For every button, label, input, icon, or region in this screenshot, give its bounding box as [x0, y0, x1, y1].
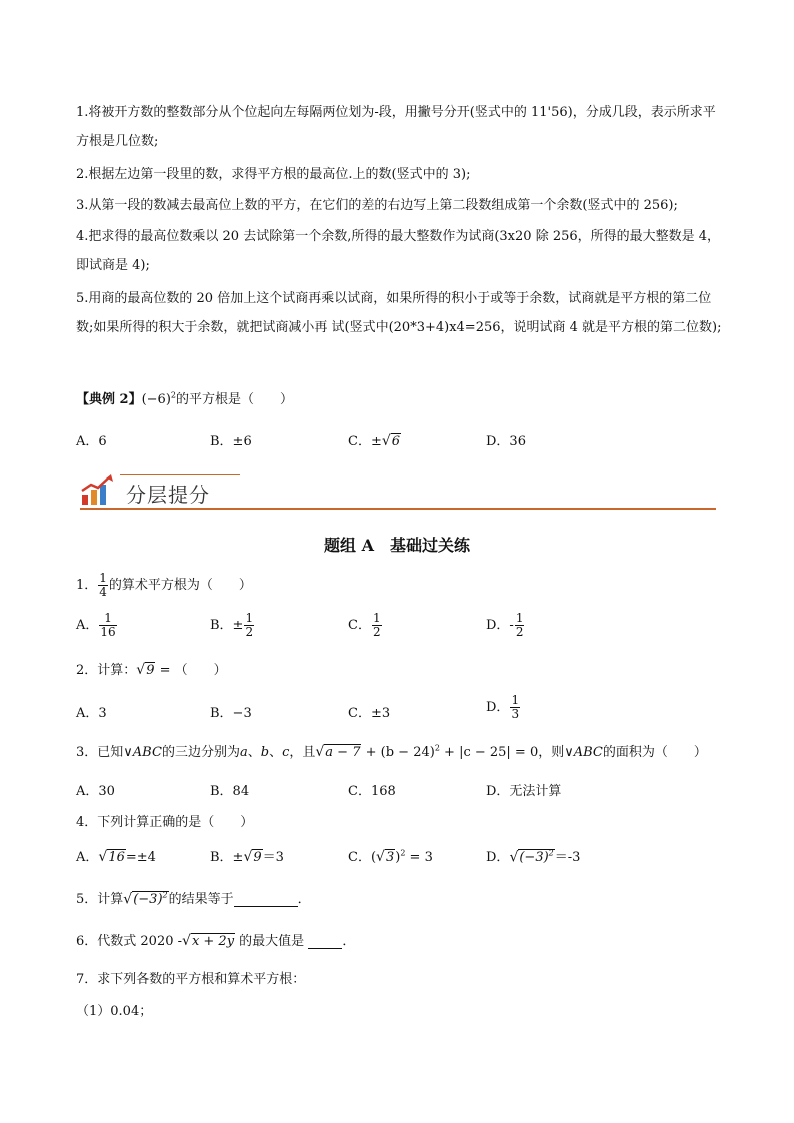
- sqrt-symbol: $√(-3)^2$: [123, 890, 168, 907]
- q2-option-d: D． $\frac{1}{3}$: [486, 693, 520, 721]
- step-5: 5.用商的最高位数的 20 倍加上这个试商再乘以试商，如果所得的积小于或等于余数，试商就是平方根的第二位数;如果所得的积大于余数，就把试商减小再 试(竖式中(20*3+4)x4=256，说明试商 4 就是平方根的第二位数);: [76, 291, 722, 335]
- q1-option-b: B．± $\frac{1}{2}$: [210, 611, 254, 639]
- fraction: $\frac{1}{4}$: [99, 571, 107, 599]
- question-4: 4．下列计算正确的是（ ）: [76, 815, 254, 830]
- example-option-b: B．±6: [210, 434, 252, 449]
- q1-option-a: A． $\frac{1}{16}$: [76, 611, 116, 639]
- q2-option-b: B．−3: [210, 706, 252, 721]
- step-1: 1.将被开方数的整数部分从个位起向左每隔两位划为-段，用撇号分开(竖式中的 11'56)，分成几段，表示所求平方根是几位数;: [76, 105, 716, 149]
- question-3: 3．已知∨ABC的三边分别为a、b、c，且$√a - 7 + (b - 24)^2 + |c - 25| = 0$，则∨ABC的面积为（ ）: [76, 743, 707, 760]
- example-option-c: [348, 430, 401, 449]
- answer-blank[interactable]: [234, 892, 298, 907]
- question-1: [76, 572, 252, 599]
- example-option-d: D．36: [486, 434, 526, 449]
- q4-option-c: C．$(√3)^2 = 3$: [348, 848, 433, 865]
- banner-top-rule: [120, 474, 240, 475]
- q4-option-d: D．$√(-3)^2=-3$: [486, 848, 581, 865]
- question-2: 2．计算：√9 = （ ）: [76, 662, 227, 678]
- group-title: 题组 A 基础过关练: [324, 536, 470, 555]
- banner-title: 分层提分: [126, 483, 210, 507]
- question-5: 5．计算$√(-3)^2$的结果等于 ．: [76, 890, 311, 907]
- sqrt-symbol: √x + 2y: [182, 933, 235, 949]
- q1-option-d: D．- $\frac{1}{2}$: [486, 611, 524, 639]
- q2-option-c: C．±3: [348, 706, 391, 721]
- sqrt-symbol: √9: [136, 662, 155, 678]
- q3-option-a: A．30: [76, 784, 115, 799]
- sqrt-symbol: √6: [381, 433, 401, 449]
- q3-option-c: C．168: [348, 784, 396, 799]
- q4-option-a: A．√16=±4: [76, 849, 156, 865]
- radicand: 6: [391, 434, 401, 449]
- option-c-prefix: C．±: [348, 434, 382, 449]
- example-2-stem: [76, 388, 293, 407]
- step-2: 2.根据左边第一段里的数，求得平方根的最高位.上的数(竖式中的 3);: [76, 167, 471, 182]
- banner-rule: [80, 508, 716, 510]
- rising-chart-icon: [80, 473, 116, 507]
- answer-blank[interactable]: [308, 934, 342, 949]
- example-expr: (−6): [141, 392, 171, 407]
- q4-option-b: B．±√9＝3: [210, 849, 284, 865]
- section-banner: [80, 469, 716, 513]
- q1-suffix: 的算术平方根为（ ）: [108, 578, 252, 593]
- example-suffix: 的平方根是（ ）: [175, 392, 293, 407]
- question-6: 6．代数式 2020 -√x + 2y 的最大值是 ．: [76, 933, 356, 949]
- example-exp: 2: [170, 390, 176, 400]
- sqrt-symbol: √a − 7: [315, 744, 361, 760]
- question-7-item-1: （1）0.04；: [76, 1004, 153, 1019]
- q2-option-a: A．3: [76, 706, 107, 721]
- q3-option-d: D．无法计算: [486, 784, 562, 799]
- q1-number: 1．: [76, 578, 98, 593]
- example-option-a: A．6: [76, 434, 107, 449]
- q1-option-c: C． $\frac{1}{2}$: [348, 611, 381, 639]
- question-7: 7．求下列各数的平方根和算术平方根：: [76, 972, 306, 987]
- step-4: 4.把求得的最高位数乘以 20 去试除第一个余数,所得的最大整数作为试商(3x20 除 256，所得的最大整数是 4，即试商是 4);: [76, 229, 721, 273]
- example-label: 【典例 2】: [76, 392, 142, 407]
- step-3: 3.从第一段的数减去最高位上数的平方，在它们的差的右边写上第二段数组成第一个余数(竖式中的 256);: [76, 198, 678, 213]
- q3-option-b: B．84: [210, 784, 250, 799]
